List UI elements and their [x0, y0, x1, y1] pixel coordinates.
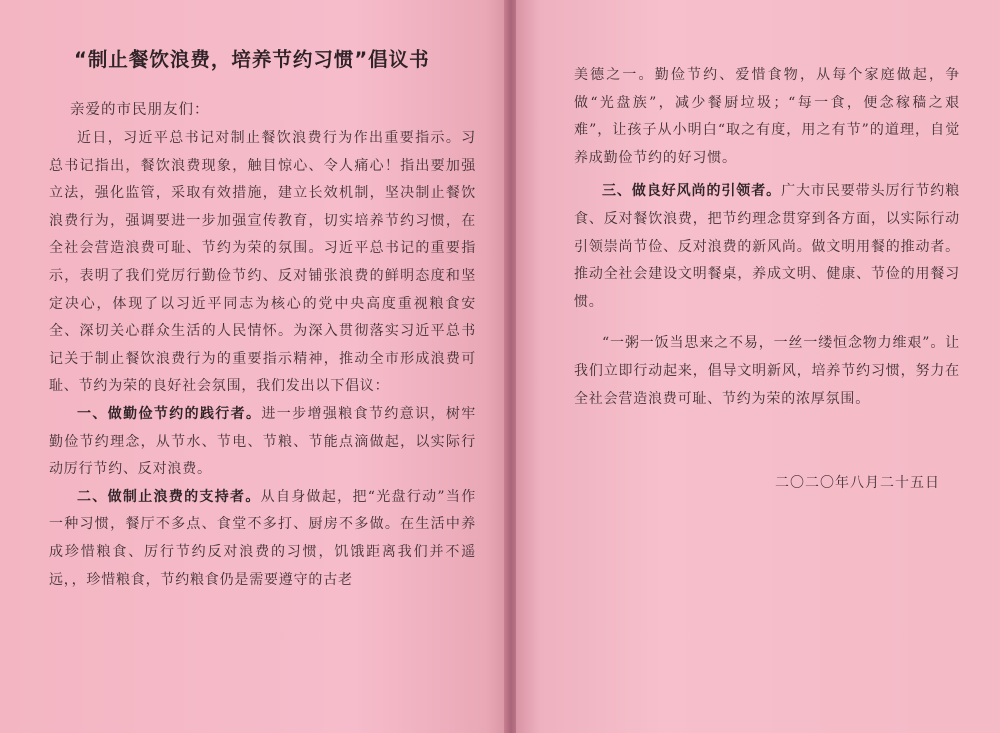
item-1-paragraph: [49, 401, 476, 484]
item-2-paragraph: [49, 484, 476, 594]
item-1-heading: 一、做勤俭节约的践行者。: [77, 405, 262, 422]
salutation: 亲爱的市民朋友们：: [70, 102, 210, 118]
item-3-text: 广大市民要带头厉行节约粮食、反对餐饮浪费，把节约理念贯穿到各方面，以实际行动引领崇尚节俭、反对浪费的新风尚。做文明用餐的推动者。推动全社会建设文明餐桌，养成文明、健康、节俭的用餐习惯。: [574, 183, 960, 310]
item-2-text-left: 从自身做起，把“光盘行动”当作一种习惯，餐厅不多点、食堂不多打、厨房不多做。在生活中养成珍惜粮食、厉行节约反对浪费的习惯，饥饿距离我们并不遥远，，珍惜粮食，节约粮食仍是需要遵守的古老: [49, 488, 476, 588]
item-1-text: 进一步增强粮食节约意识，树牢勤俭节约理念，从节水、节电、节粮、节能点滴做起，以实际行动厉行节约、反对浪费。: [49, 405, 476, 478]
right-page: [516, 0, 1000, 733]
item-3-paragraph: [574, 178, 960, 316]
item-2-heading: 二、做制止浪费的支持者。: [77, 488, 261, 505]
intro-paragraph: 近日，习近平总书记对制止餐饮浪费行为作出重要指示。习总书记指出，餐饮浪费现象，触目惊心、令人痛心！指出要加强立法，强化监管，采取有效措施，建立长效机制，坚决制止餐饮浪费行为，强调要进一步加强宣传教育，切实培养节约习惯，在全社会营造浪费可耻、节约为荣的氛围。习近平总书记的重要指示，表明了我们党厉行勤俭节约、反对铺张浪费的鲜明态度和坚定决心，体现了以习近平同志为核心的党中央高度重视粮食安全、深切关心群众生活的人民情怀。为深入贯彻落实习近平总书记关于制止餐饮浪费行为的重要指示精神，推动全市形成浪费可耻、节约为荣的良好社会氛围，我们发出以下倡议：: [49, 130, 476, 395]
item-3-heading: 三、做良好风尚的引领者。: [602, 183, 782, 200]
document-date: 二〇二〇年八月二十五日: [775, 475, 940, 491]
document-title: “制止餐饮浪费，培养节约习惯”倡议书: [74, 48, 430, 71]
closing-paragraph: “一粥一饭当思来之不易，一丝一缕恒念物力维艰”。让我们立即行动起来，倡导文明新风，培养节约习惯，努力在全社会营造浪费可耻、节约为荣的浓厚氛围。: [574, 335, 960, 407]
item-2-continuation: 美德之一。勤俭节约、爱惜食物，从每个家庭做起，争做“光盘族”，减少餐厨垃圾；“每一食，便念稼穑之艰难”，让孩子从小明白“取之有度，用之有节”的道理，自觉养成勤俭节约的好习惯。: [574, 67, 960, 166]
